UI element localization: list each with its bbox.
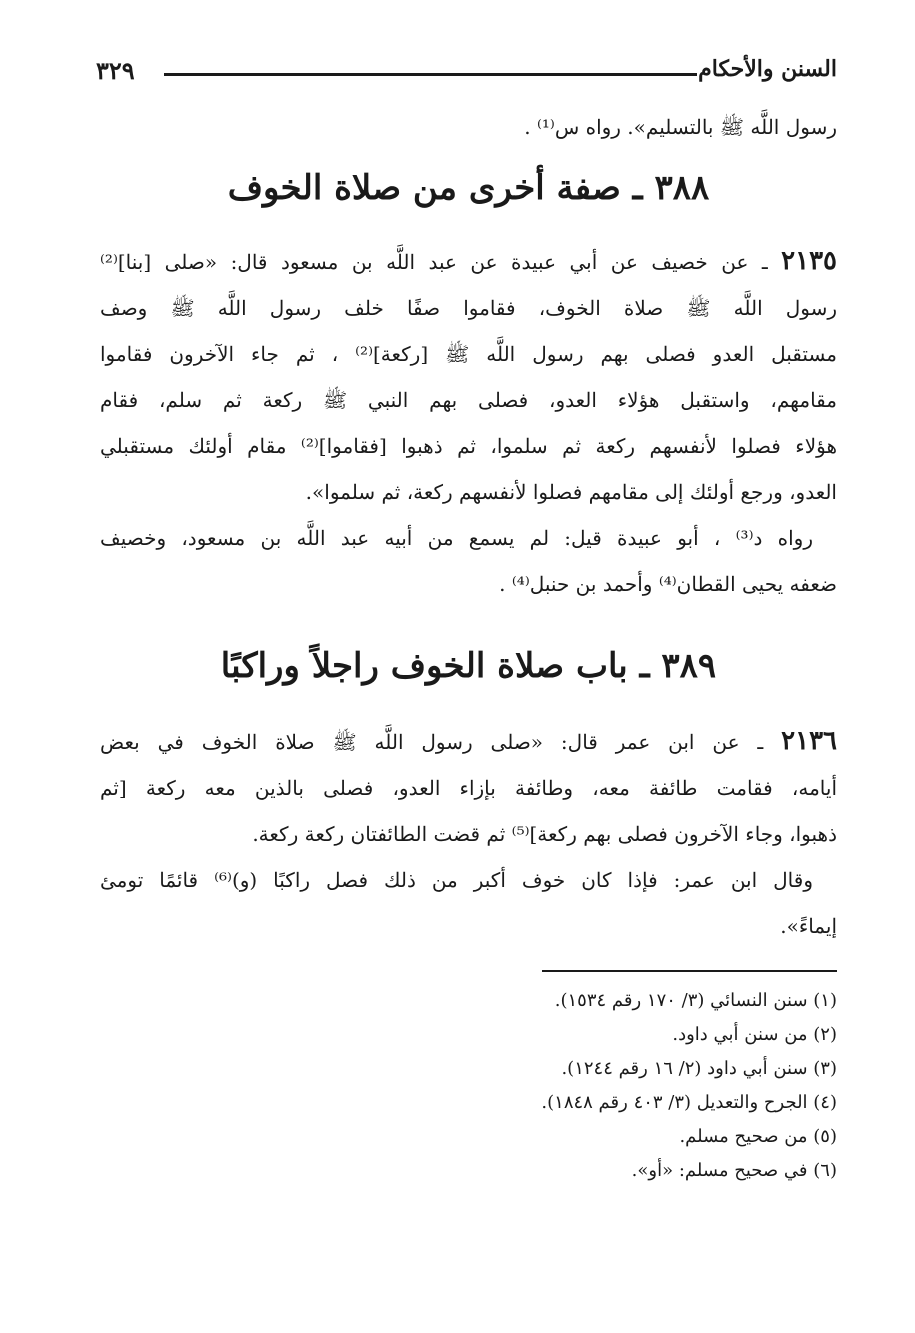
report-line: ضعفه يحيى القطان⁽⁴⁾ وأحمد بن حنبل⁽⁴⁾ . <box>499 572 837 596</box>
header-rule <box>164 73 697 76</box>
hadith-2135 <box>100 238 837 607</box>
hadith-line: إيماءً». <box>780 914 837 938</box>
hadith-line: وقال ابن عمر: فإذا كان خوف أكبر من ذلك فصل راكبًا (و)⁽⁶⁾ قائمًا تومئ <box>100 868 813 892</box>
running-header <box>96 56 837 96</box>
hadith-line: هؤلاء فصلوا لأنفسهم ركعة ثم سلموا، ثم ذهبوا [فقاموا]⁽²⁾ مقام أولئك مستقبلي <box>100 434 837 458</box>
hadith-number: ٢١٣٦ <box>781 726 837 756</box>
footnote: (٤) الجرح والتعديل (٣/ ٤٠٣ رقم ١٨٤٨). <box>541 1092 837 1113</box>
footnote-rule <box>542 970 837 972</box>
chapter-heading-389: ٣٨٩ ـ باب صلاة الخوف راجلاً وراكبًا <box>220 646 717 686</box>
footnote: (١) سنن النسائي (٣/ ١٧٠ رقم ١٥٣٤). <box>554 990 837 1011</box>
report-line: رواه د⁽³⁾ ، أبو عبيدة قيل: لم يسمع من أبيه عبد اللَّه بن مسعود، وخصيف <box>100 526 813 550</box>
hadith-line <box>100 238 837 285</box>
footnote: (٢) من سنن أبي داود. <box>672 1024 837 1045</box>
hadith-line: رسول اللَّه ﷺ صلاة الخوف، فقاموا صفًا خلف رسول اللَّه ﷺ وصف <box>100 296 837 320</box>
hadith-line-text: ـ عن ابن عمر قال: «صلى رسول اللَّه ﷺ صلاة الخوف في بعض <box>100 730 764 754</box>
page-number: ٣٢٩ <box>96 56 135 85</box>
hadith-line: أيامه، فقامت طائفة معه، وطائفة بإزاء العدو، فصلى بالذين معه ركعة [ثم <box>100 776 837 800</box>
footnotes <box>100 984 837 1188</box>
hadith-line: العدو، ورجع أولئك إلى مقامهم فصلوا لأنفسهم ركعة، ثم سلموا». <box>305 480 837 504</box>
hadith-line <box>100 718 837 765</box>
footnote: (٥) من صحيح مسلم. <box>679 1126 837 1147</box>
hadith-line-text: ـ عن خصيف عن أبي عبيدة عن عبد اللَّه بن مسعود قال: «صلى [بنا]⁽²⁾ <box>100 250 768 274</box>
hadith-line: مستقبل العدو فصلى بهم رسول اللَّه ﷺ [ركعة]⁽²⁾ ، ثم جاء الآخرون فقاموا <box>100 342 837 366</box>
hadith-line: ذهبوا، وجاء الآخرون فصلى بهم ركعة]⁽⁵⁾ ثم قضت الطائفتان ركعة ركعة. <box>252 822 837 846</box>
chapter-heading-388: ٣٨٨ ـ صفة أخرى من صلاة الخوف <box>227 168 710 208</box>
footnote: (٣) سنن أبي داود (٢/ ١٦ رقم ١٢٤٤). <box>561 1058 837 1079</box>
footnote: (٦) في صحيح مسلم: «أو». <box>631 1160 837 1181</box>
hadith-2136 <box>100 718 837 949</box>
hadith-number: ٢١٣٥ <box>781 246 837 276</box>
continuation-line: رسول اللَّه ﷺ بالتسليم». رواه س⁽¹⁾ . <box>524 115 837 139</box>
hadith-line: مقامهم، واستقبل هؤلاء العدو، فصلى بهم النبي ﷺ ركعة ثم سلم، فقام <box>100 388 837 412</box>
header-title: السنن والأحكام <box>698 56 837 82</box>
continuation-text <box>100 104 837 150</box>
